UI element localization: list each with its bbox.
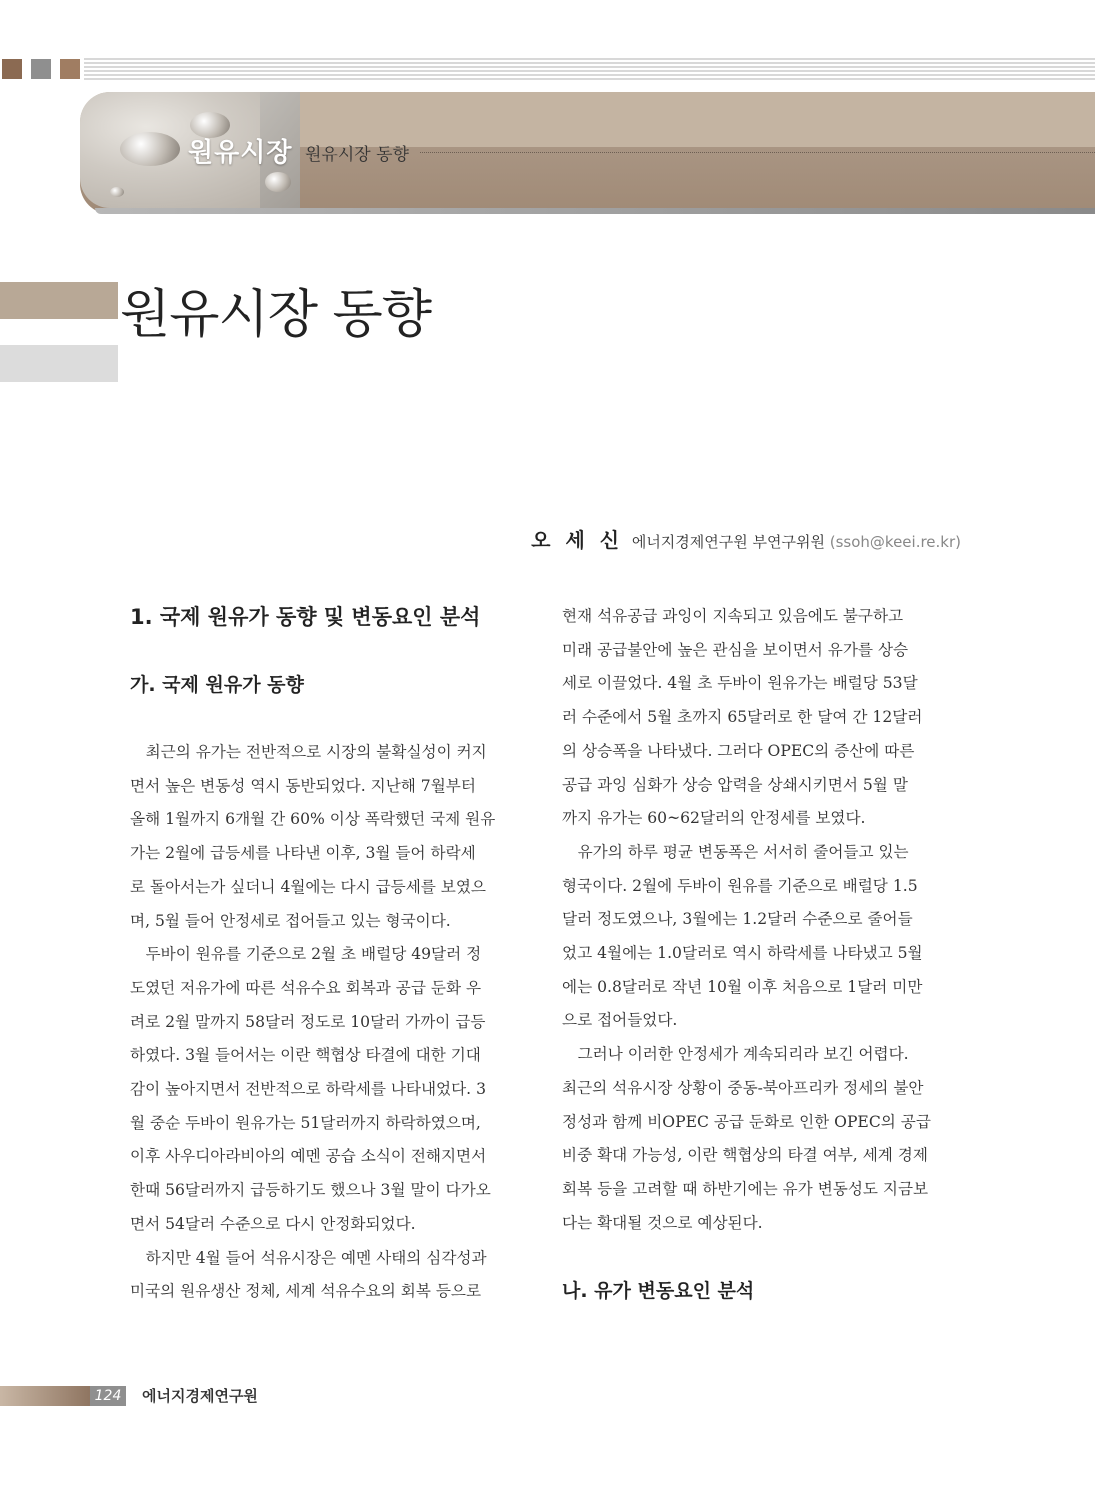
text-line: 었고 4월에는 1.0달러로 역시 하락세를 나타냈고 5월 [562,944,923,963]
subsection-heading-b: 나. 유가 변동요인 분석 [562,1280,755,1303]
text-line: 하지만 4월 들어 석유시장은 예멘 사태의 심각성과 [145,1248,487,1267]
text-line: 에는 0.8달러로 작년 10월 이후 처음으로 1달러 미만 [562,977,923,996]
text-line: 감이 높아지면서 전반적으로 하락세를 나타내었다. 3 [130,1080,486,1099]
banner-dotted-rule [420,152,1095,153]
author-email: (ssoh@keei.re.kr) [829,533,961,551]
oil-drop-icon [110,187,124,197]
left-paragraph-1 [130,736,530,938]
author-name: 오 세 신 [531,528,624,552]
text-line: 으로 접어들었다. [562,1011,678,1030]
text-line: 최근의 석유시장 상황이 중동-북아프리카 정세의 불안 [562,1078,924,1097]
text-line: 가는 2월에 급등세를 나타낸 이후, 3월 들어 하락세 [130,844,476,863]
page-title: 원유시장 동향 [120,285,431,345]
left-paragraph-2 [130,938,530,1241]
text-line: 미래 공급불안에 높은 관심을 보이면서 유가를 상승 [562,640,909,659]
right-column [562,600,962,1308]
text-line: 세로 이끌었다. 4월 초 두바이 원유가는 배럴당 53달 [562,674,918,693]
text-line: 회복 등을 고려할 때 하반기에는 유가 변동성도 지금보 [562,1179,929,1198]
left-column [130,600,530,1309]
right-paragraph-1 [562,600,962,836]
banner-category: 원유시장 [188,138,293,168]
text-line: 하였다. 3월 들어서는 이란 핵협상 타결에 대한 기대 [130,1046,481,1065]
decor-square-tan [60,59,80,79]
text-line: 정성과 함께 비OPEC 공급 둔화로 인한 OPEC의 공급 [562,1112,931,1131]
text-line: 로 돌아서는가 싶더니 4월에는 다시 급등세를 보였으 [130,877,486,896]
text-line: 달러 정도였으나, 3월에는 1.2달러 수준으로 줄어들 [562,910,913,929]
section-heading: 1. 국제 원유가 동향 및 변동요인 분석 [130,605,481,629]
text-line: 두바이 원유를 기준으로 2월 초 배럴당 49달러 정 [145,945,482,964]
footer-organization: 에너지경제연구원 [142,1387,258,1405]
text-line: 도였던 저유가에 따른 석유수요 회복과 공급 둔화 우 [130,978,482,997]
text-line: 려로 2월 말까지 58달러 정도로 10달러 가까이 급등 [130,1012,486,1031]
decor-square-gray [31,59,51,79]
text-line: 현재 석유공급 과잉이 지속되고 있음에도 불구하고 [562,607,904,625]
right-paragraph-2 [562,836,962,1038]
text-line: 비중 확대 가능성, 이란 핵협상의 타결 여부, 세계 경제 [562,1146,928,1165]
banner-underline [95,208,1095,214]
text-line: 미국의 원유생산 정체, 세계 석유수요의 회복 등으로 [130,1282,482,1301]
banner-subcategory: 원유시장 동향 [305,145,409,165]
text-line: 면서 54달러 수준으로 다시 안정화되었다. [130,1214,416,1233]
top-stripe [84,58,1095,80]
subsection-heading-a: 가. 국제 원유가 동향 [130,674,304,696]
text-line: 유가의 하루 평균 변동폭은 서서히 줄어들고 있는 [577,842,909,861]
text-line: 올해 1월까지 6개월 간 60% 이상 폭락했던 국제 원유 [130,810,496,829]
text-line: 의 상승폭을 나타냈다. 그러다 OPEC의 증산에 따른 [562,741,915,760]
text-line: 까지 유가는 60~62달러의 안정세를 보였다. [562,809,866,828]
text-line: 며, 5월 들어 안정세로 접어들고 있는 형국이다. [130,911,451,930]
author-line [531,524,961,553]
page-number: 124 [90,1386,126,1406]
decor-square-brown [2,59,22,79]
right-paragraph-3 [562,1038,962,1240]
text-line: 다는 확대될 것으로 예상된다. [562,1213,763,1232]
title-accent-bar-gray [0,345,118,382]
text-line: 러 수준에서 5월 초까지 65달러로 한 달여 간 12달러 [562,708,923,727]
title-accent-bar [0,282,118,319]
text-line: 그러나 이러한 안정세가 계속되리라 보긴 어렵다. [577,1045,909,1064]
text-line: 최근의 유가는 전반적으로 시장의 불확실성이 커지 [145,743,487,761]
footer-accent-bar [0,1386,90,1406]
text-line: 월 중순 두바이 원유가는 51달러까지 하락하였으며, [130,1113,481,1132]
text-line: 한때 56달러까지 급등하기도 했으나 3월 말이 다가오 [130,1181,491,1200]
text-line: 이후 사우디아라비아의 예멘 공습 소식이 전해지면서 [130,1147,487,1166]
left-paragraph-3 [130,1242,530,1309]
text-line: 형국이다. 2월에 두바이 원유를 기준으로 배럴당 1.5 [562,876,918,895]
oil-drop-icon [265,172,291,192]
text-line: 공급 과잉 심화가 상승 압력을 상쇄시키면서 5월 말 [562,775,908,794]
author-affiliation: 에너지경제연구원 부연구위원 [631,533,825,551]
text-line: 면서 높은 변동성 역시 동반되었다. 지난해 7월부터 [130,776,476,795]
oil-drop-icon [120,132,180,166]
